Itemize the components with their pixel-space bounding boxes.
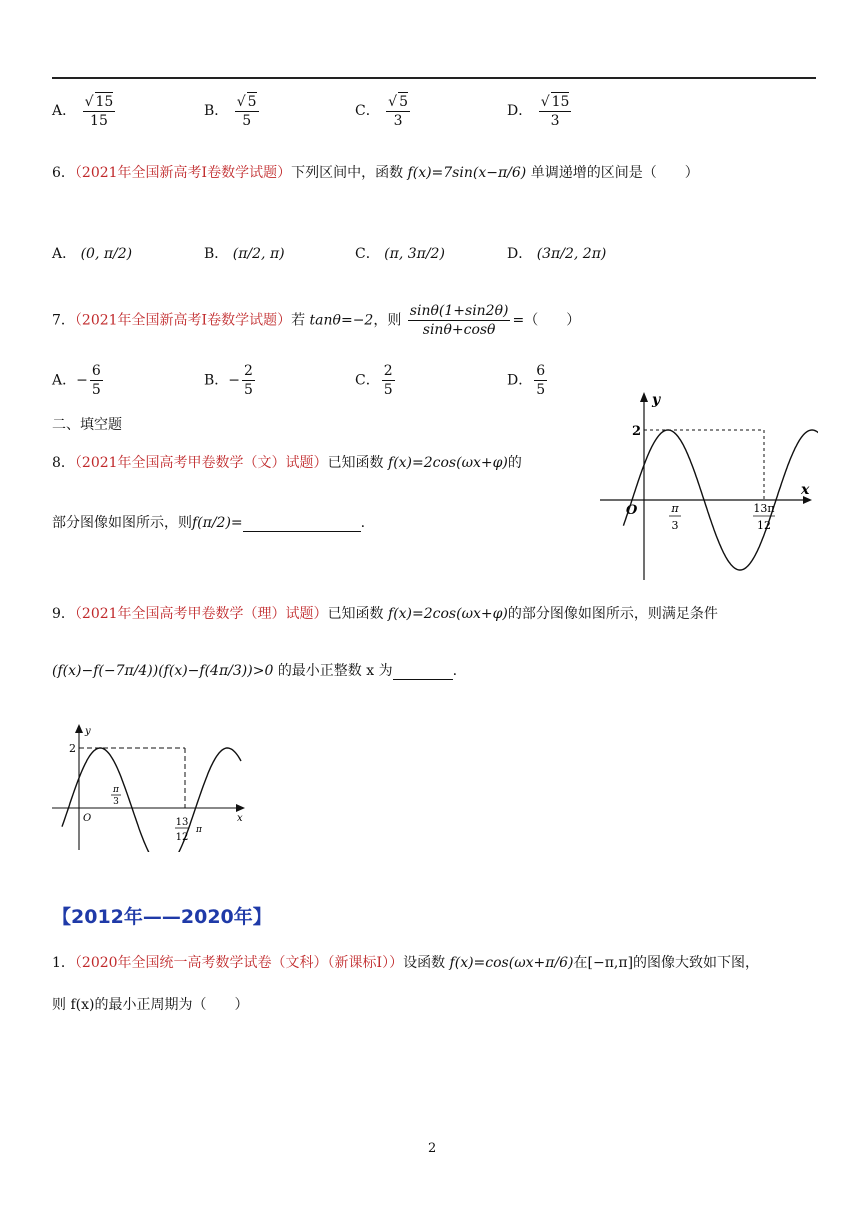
top-rule [52, 77, 816, 79]
q1-source: （2020年全国统一高考数学试卷（文科）（新课标Ⅰ）） [74, 955, 404, 971]
question-1: 1．（2020年全国统一高考数学试卷（文科）（新课标Ⅰ））设函数 f(x)=cos(ωx+π/6)在[−π,π]的图像大致如下图， [52, 955, 760, 971]
q7-option-b: B．− $\frac{2}{5}$ [204, 363, 253, 398]
q9-tick2-suffix: π [196, 825, 202, 835]
q6-function: f(x)=7sin(x−π/6) [407, 165, 527, 181]
q6-number: 6． [52, 165, 75, 181]
q6-option-c: C． (π, 3π/2) [355, 246, 445, 262]
q9-x-label: x [237, 813, 243, 824]
section-heading-years: 【2012年——2020年】 [52, 906, 272, 928]
q9-source: （2021年全国高考甲卷数学（理）试题） [74, 606, 328, 622]
q9-tick2-num: 13 [175, 817, 189, 828]
q1-line-2: 则 f(x)的最小正周期为（ ） [52, 997, 249, 1013]
q8-origin-label: O [626, 503, 638, 518]
q6-option-d: D． (3π/2, 2π) [507, 246, 607, 262]
q7-condition: tanθ=−2 [309, 312, 374, 329]
q9-tick1-den: 3 [113, 797, 119, 807]
q6-source: （2021年全国新高考Ⅰ卷数学试题） [74, 165, 292, 181]
q7-option-a: A．− $\frac{6}{5}$ [52, 363, 101, 398]
q9-curve [62, 748, 241, 852]
q8-max-label: 2 [632, 424, 642, 439]
q8-tick2-den: 12 [757, 519, 771, 532]
q6-option-b: B． (π/2, π) [204, 246, 285, 262]
q7-option-d: D． $\frac{6}{5}$ [507, 363, 546, 398]
q5-option-b: B． $\frac{√ 5}{5}$ [204, 94, 257, 129]
q7-source: （2021年全国新高考Ⅰ卷数学试题） [74, 312, 292, 329]
question-7: 7．（2021年全国新高考Ⅰ卷数学试题）若 tanθ=−2，则 $\frac{\sin\theta(1+\sin 2\theta)}{\sin\theta+\cos\theta}$ =（ ） [52, 303, 581, 338]
q8-answer-blank[interactable] [243, 531, 361, 532]
q5-option-d: D． $\frac{√ 15}{3}$ [507, 94, 570, 129]
q8-line-2: 部分图像如图所示，则f(π/2)= . [52, 515, 366, 531]
q8-tick2-num: 13π [753, 502, 775, 515]
q9-condition: (f(x)−f(−7π/4))(f(x)−f(4π/3))>0 [52, 663, 274, 679]
q9-graph [50, 722, 250, 852]
page-number: 2 [428, 1141, 437, 1156]
question-9: 9．（2021年全国高考甲卷数学（理）试题）已知函数 f(x)=2cos(ωx+φ)的部分图像如图所示，则满足条件 [52, 606, 718, 622]
q1-function: f(x)=cos(ωx+π/6) [449, 955, 574, 971]
q9-y-label: y [85, 726, 91, 737]
q8-tick1-den: 3 [671, 519, 679, 532]
q8-tick1-num: π [671, 502, 679, 515]
question-8: 8．（2021年全国高考甲卷数学（文）试题）已知函数 f(x)=2cos(ωx+φ)的 [52, 455, 522, 471]
q9-origin-label: O [83, 813, 92, 824]
q5-option-c: C． $\frac{√ 5}{3}$ [355, 94, 409, 129]
q8-source: （2021年全国高考甲卷数学（文）试题） [74, 455, 328, 471]
section-heading-fill-blank: 二、填空题 [52, 417, 122, 433]
q9-answer-blank[interactable] [393, 679, 453, 680]
q9-function: f(x)=2cos(ωx+φ) [388, 606, 508, 622]
q9-tick1-num: π [113, 785, 119, 795]
q9-tick2-den: 12 [175, 832, 189, 843]
q9-max-label: 2 [69, 742, 76, 755]
q8-graph [598, 388, 818, 583]
q8-y-label: y [652, 392, 661, 408]
q7-expression: $\frac{\sin\theta(1+\sin 2\theta)}{\sin\theta+\cos\theta}$ [409, 303, 509, 338]
q7-option-c: C． $\frac{2}{5}$ [355, 363, 393, 398]
q9-line-2: (f(x)−f(−7π/4))(f(x)−f(4π/3))>0 的最小正整数 x 为 . [52, 663, 458, 679]
question-6: 6．（2021年全国新高考Ⅰ卷数学试题）下列区间中，函数 f(x)=7sin(x−π/6) 单调递增的区间是（ ） [52, 165, 699, 181]
q5-option-a: A． $\frac{√ 15}{15}$ [52, 94, 114, 129]
q8-function: f(x)=2cos(ωx+φ) [388, 455, 508, 471]
q6-option-a: A． (0, π/2) [52, 246, 133, 262]
q8-x-label: x [801, 482, 810, 498]
